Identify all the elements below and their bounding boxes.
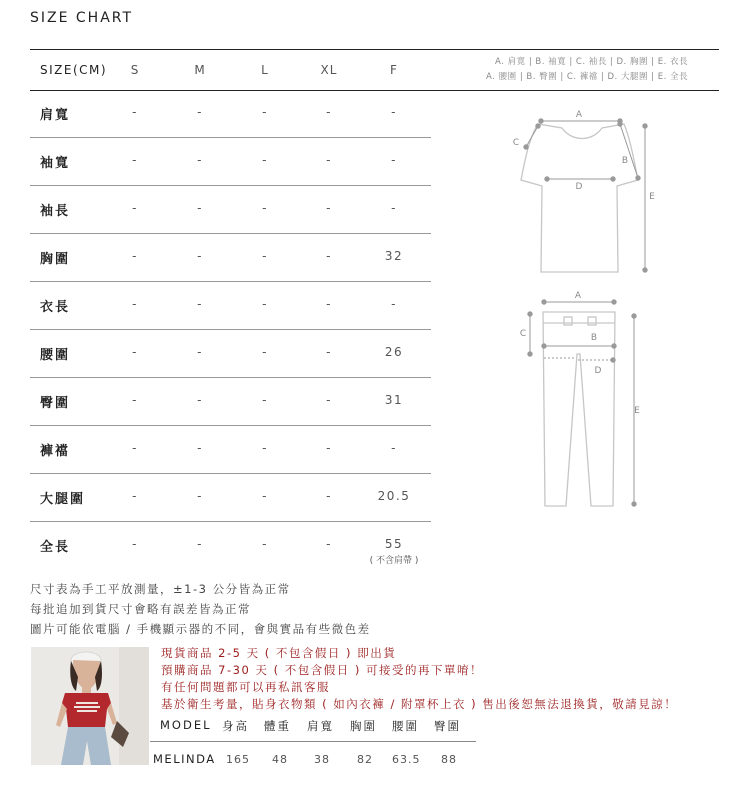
shipping-policy [161, 645, 677, 713]
cell-s: - [132, 489, 138, 503]
cell-xl: - [326, 441, 332, 455]
column-header-l: L [261, 63, 269, 77]
cell-s: - [132, 249, 138, 263]
top-garment-diagram [500, 100, 670, 280]
diagram-label-e: E [649, 192, 655, 202]
cell-m: - [197, 393, 203, 407]
cell-f: - [391, 297, 397, 311]
model-table-rule [150, 741, 476, 742]
cell-l: - [262, 153, 268, 167]
row-label: 大腿圍 [40, 492, 86, 507]
cell-f: 20.5 [377, 489, 411, 503]
cell-f: - [391, 153, 397, 167]
header-top-rule [30, 49, 719, 50]
cell-m: - [197, 105, 203, 119]
cell-l: - [262, 345, 268, 359]
column-header-xl: XL [320, 63, 338, 77]
model-header-waist: 腰圍 [392, 719, 419, 733]
cell-m: - [197, 201, 203, 215]
model-name: MELINDA [153, 752, 216, 766]
model-header-bust: 胸圍 [350, 719, 377, 733]
cell-xl: - [326, 345, 332, 359]
row-label: 全長 [40, 540, 71, 555]
table-row [30, 234, 431, 282]
model-photo-illustration [31, 647, 149, 765]
cell-l: - [262, 393, 268, 407]
note-line: 圖片可能依電腦 / 手機顯示器的不同，會與實品有些微色差 [30, 622, 371, 636]
measure-line-b [620, 124, 638, 178]
cell-s: - [132, 105, 138, 119]
column-header-s: S [130, 63, 140, 77]
shipping-line: 預購商品 7-30 天 ( 不包含假日 ) 可接受的再下單唷！ [161, 663, 484, 677]
cell-xl: - [326, 489, 332, 503]
cell-s: - [132, 201, 138, 215]
cell-m: - [197, 441, 203, 455]
diagram-label-a: A [574, 291, 582, 301]
model-header-hip: 臀圍 [434, 719, 461, 733]
table-row [30, 330, 431, 378]
row-label: 腰圍 [40, 348, 71, 363]
row-label: 臀圍 [40, 396, 71, 411]
cell-m: - [197, 297, 203, 311]
cell-xl: - [326, 393, 332, 407]
page-title: SIZE CHART [30, 10, 134, 26]
table-row [30, 426, 431, 474]
diagram-label-d: D [594, 366, 602, 376]
row-label: 褲襠 [40, 444, 71, 459]
cell-s: - [132, 153, 138, 167]
cell-l: - [262, 441, 268, 455]
row-label: 肩寬 [40, 108, 71, 123]
column-header-m: M [194, 63, 206, 77]
diagram-label-c: C [519, 329, 527, 339]
column-header-f: F [390, 63, 398, 77]
model-header-shoulder: 肩寬 [307, 719, 334, 733]
diagram-label-e: E [634, 406, 640, 416]
table-row [30, 474, 431, 522]
cell-m: - [197, 537, 203, 551]
model-hip-value: 88 [441, 753, 457, 766]
cell-f: 32 [384, 249, 404, 263]
pants-tag [564, 317, 572, 325]
measurement-notes [30, 579, 371, 639]
note-line: 尺寸表為手工平放測量，±1-3 公分皆為正常 [30, 582, 291, 596]
model-header-model: MODEL [160, 718, 212, 732]
measure-line-c [526, 126, 538, 147]
cell-f: - [391, 441, 397, 455]
table-row [30, 522, 431, 570]
cell-xl: - [326, 105, 332, 119]
cell-l: - [262, 201, 268, 215]
legend-top-garment: A. 肩寬 | B. 袖寬 | C. 袖長 | D. 胸圍 | E. 衣長 [495, 57, 688, 67]
legend-bottom-garment: A. 腰圍 | B. 臀圍 | C. 褲襠 | D. 大腿圍 | E. 全長 [486, 72, 688, 82]
cell-l: - [262, 297, 268, 311]
measurement-legend [420, 55, 688, 85]
cell-xl: - [326, 537, 332, 551]
table-row [30, 282, 431, 330]
cell-f: 31 [384, 393, 404, 407]
cell-s: - [132, 345, 138, 359]
row-label: 衣長 [40, 300, 71, 315]
model-bust-value: 82 [357, 753, 373, 766]
shipping-line: 有任何問題都可以再私訊客服 [161, 680, 330, 694]
cell-f: 55 [384, 537, 404, 551]
shipping-line: 現貨商品 2-5 天 ( 不包含假日 ) 即出貨 [161, 646, 397, 660]
model-header-height: 身高 [222, 719, 249, 733]
tshirt-outline [521, 124, 638, 272]
diagram-label-b: B [621, 156, 629, 166]
model-weight-value: 48 [272, 753, 288, 766]
row-label: 袖長 [40, 204, 71, 219]
cell-m: - [197, 345, 203, 359]
cell-l: - [262, 249, 268, 263]
cell-f: - [391, 105, 397, 119]
model-waist-value: 63.5 [392, 753, 421, 766]
cell-m: - [197, 249, 203, 263]
table-row [30, 378, 431, 426]
shipping-line: 基於衛生考量，貼身衣物類 ( 如內衣褲 / 附罩杯上衣 ) 售出後恕無法退換貨，敬請見諒！ [161, 697, 678, 711]
cell-s: - [132, 297, 138, 311]
pants-outline [543, 312, 615, 506]
diagram-label-d: D [575, 182, 583, 192]
pants-tag [588, 317, 596, 325]
model-photo [31, 647, 149, 765]
cell-xl: - [326, 201, 332, 215]
table-row [30, 90, 431, 138]
model-header-weight: 體重 [264, 719, 291, 733]
cell-xl: - [326, 153, 332, 167]
diagram-label-c: C [512, 138, 520, 148]
cell-l: - [262, 489, 268, 503]
cell-m: - [197, 153, 203, 167]
cell-f: - [391, 201, 397, 215]
bottom-garment-diagram [510, 285, 660, 510]
cell-note: ( 不含肩帶 ) [369, 556, 419, 566]
model-height-value: 165 [226, 753, 250, 766]
cell-s: - [132, 441, 138, 455]
cell-f: 26 [384, 345, 404, 359]
row-label: 袖寬 [40, 156, 71, 171]
model-shoulder-value: 38 [314, 753, 330, 766]
table-row [30, 186, 431, 234]
cell-s: - [132, 537, 138, 551]
table-row [30, 138, 431, 186]
cell-m: - [197, 489, 203, 503]
row-label: 胸圍 [40, 252, 71, 267]
cell-l: - [262, 537, 268, 551]
diagram-label-b: B [590, 333, 598, 343]
note-line: 每批追加到貨尺寸會略有誤差皆為正常 [30, 602, 251, 616]
cell-xl: - [326, 297, 332, 311]
diagram-label-a: A [575, 110, 583, 120]
cell-s: - [132, 393, 138, 407]
size-header-label: SIZE(CM) [40, 63, 108, 77]
cell-l: - [262, 105, 268, 119]
cell-xl: - [326, 249, 332, 263]
